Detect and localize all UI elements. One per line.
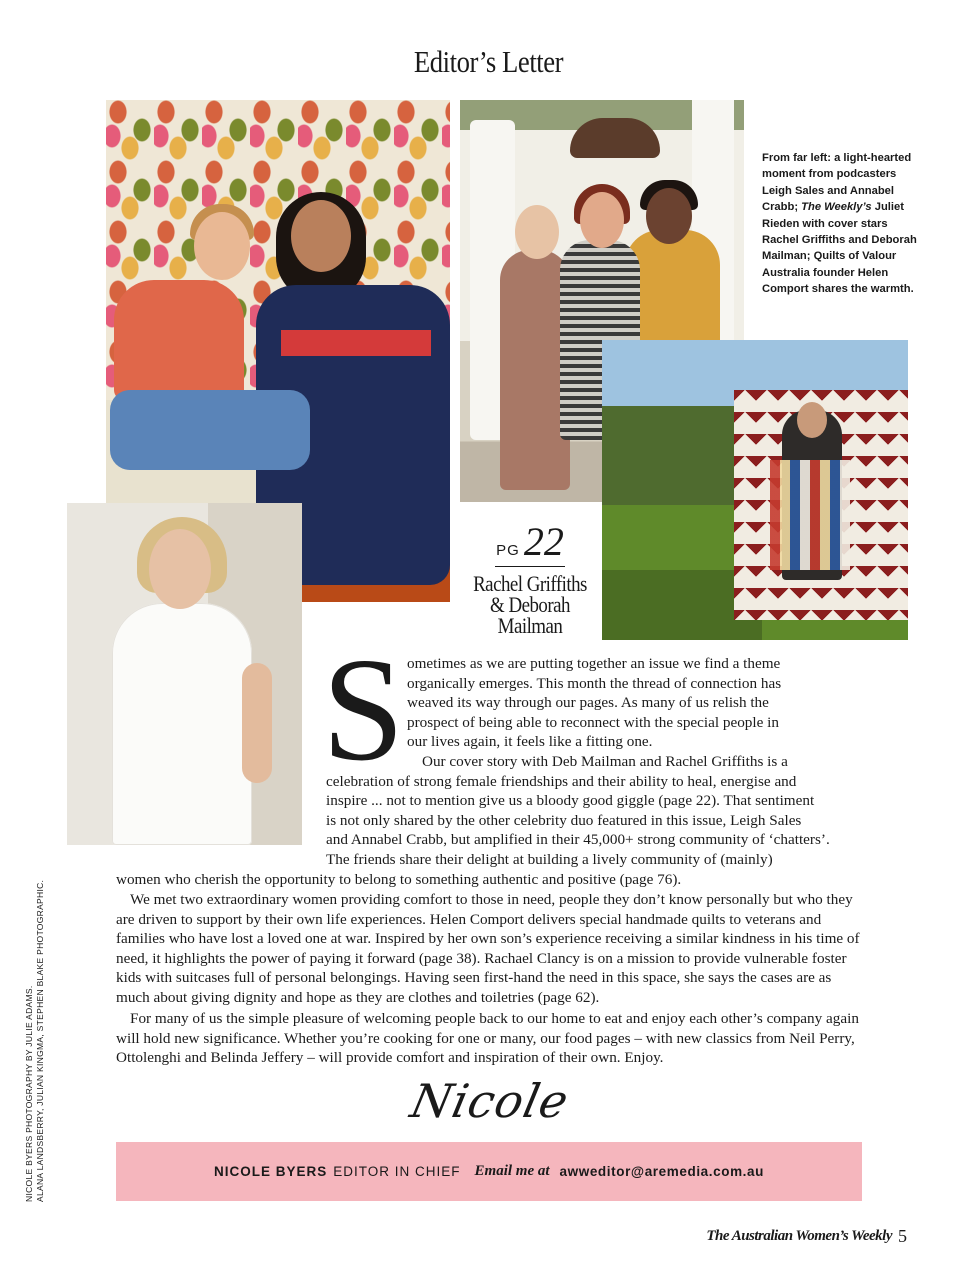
face-shape (646, 188, 692, 244)
text-line: ometimes as we are putting together an issue we find a theme (407, 655, 781, 672)
caption-text: Juliet Rieden with cover stars Rachel Griffiths and Deborah Mailman; Quilts of Valour Australia founder Helen Comport shares the warmth. (762, 201, 917, 296)
editor-role: EDITOR IN CHIEF (333, 1164, 461, 1179)
divider (495, 566, 565, 567)
dress-shape (112, 603, 252, 845)
photo-credits (24, 880, 46, 1202)
patchwork-shape (770, 460, 850, 570)
face-shape (515, 205, 559, 259)
pg-label: PG (496, 542, 520, 559)
callout-line: Rachel Griffiths (473, 571, 587, 596)
callout-line: Mailman (497, 613, 563, 638)
text-line: is not only shared by the other celebrity duo featured in this issue, Leigh Sales (326, 811, 802, 829)
face-shape (580, 192, 624, 248)
editor-name: NICOLE BYERS (213, 1164, 328, 1179)
pg-label-row (462, 520, 598, 564)
letter-paragraph-4: For many of us the simple pleasure of welcoming people back to our home to eat and enjoy each other’s company again will hold new significance. Whether you’re cooking for one or many, our food pages – with new classics from Neil Perry, Ottolenghi and Belinda Jeffery – will provide comfort and inspiration of their own. Enjoy. (116, 1010, 859, 1067)
face-shape (291, 200, 351, 272)
top-shape (114, 280, 244, 400)
text-line: women who cherish the opportunity to belong to something authentic and positive (page 76). (116, 871, 682, 888)
drop-cap: S (322, 628, 405, 792)
editor-signature: Nicole (406, 1074, 574, 1128)
text-line: The friends share their delight at building a lively community of (mainly) (326, 850, 773, 868)
page-number: 5 (898, 1226, 907, 1246)
text-line: organically emerges. This month the thread of connection has (407, 674, 782, 692)
letter-paragraph-1 (407, 654, 857, 752)
text-line: and Annabel Crabb, but amplified in their 45,000+ strong community of ‘chatters’. (326, 831, 830, 849)
email-link[interactable]: awweditor@aremedia.com.au (559, 1164, 764, 1179)
credit-line: ALANA LANDSBERRY, JULIAN KINGMA, STEPHEN BLAKE PHOTOGRAPHIC. (35, 879, 45, 1202)
face-shape (797, 402, 827, 438)
magazine-name: The Australian Women’s Weekly (706, 1228, 892, 1244)
lamp-shape (570, 118, 660, 158)
text-line: our lives again, it feels like a fitting one. (407, 733, 653, 751)
text-line: Our cover story with Deb Mailman and Rachel Griffiths is a (422, 753, 788, 770)
text-line: celebration of strong female friendships and their ability to heal, energise and (326, 772, 797, 790)
caption-italic: The Weekly’s (801, 201, 872, 214)
callout-line: & Deborah (490, 592, 570, 617)
credit-line: NICOLE BYERS PHOTOGRAPHY BY JULIE ADAMS. (24, 985, 34, 1202)
quilt-photo (602, 340, 908, 640)
photo-caption (762, 150, 920, 298)
text-line: prospect of being able to reconnect with the special people in (407, 713, 779, 731)
face-shape (149, 529, 211, 609)
letter-paragraph-2 (326, 752, 860, 870)
page-callout[interactable] (462, 520, 598, 636)
belt-shape (281, 330, 431, 356)
text-line: weaved its way through our pages. As many of us relish the (407, 694, 769, 712)
letter-paragraph-3: We met two extraordinary women providing comfort to those in need, people they don’t know personally but who they are driven to support by their own life experiences. Helen Comport delivers special handmade quilts to veterans and families who have lost a loved one at war. Inspired by her own son’s experience receiving a similar kindness in his time of need, it highlights the power of paying it forward (page 38). Rachael Clancy is on a mission to provide vulnerable foster kids with suitcases full of personal belongings. Having seen first-hand the need in this space, she says the cases are as much about giving dignity and hope as they are clothes and toiletries (page 62). (116, 891, 860, 1006)
caption-text: From far left: a light-hearted moment from podcasters Leigh Sales and Annabel Crabb; (762, 152, 912, 214)
arm-shape (242, 663, 272, 783)
pg-number: 22 (523, 519, 564, 564)
face-shape (194, 212, 250, 280)
text-line: inspire ... not to mention give us a bloody good giggle (page 22). That sentiment (326, 792, 815, 810)
editor-photo (67, 503, 302, 845)
callout-title (472, 573, 589, 636)
jeans-shape (110, 390, 310, 470)
editor-contact-band (116, 1142, 862, 1201)
email-prompt: Email me at (474, 1163, 550, 1179)
page-title: Editor’s Letter (413, 44, 564, 79)
